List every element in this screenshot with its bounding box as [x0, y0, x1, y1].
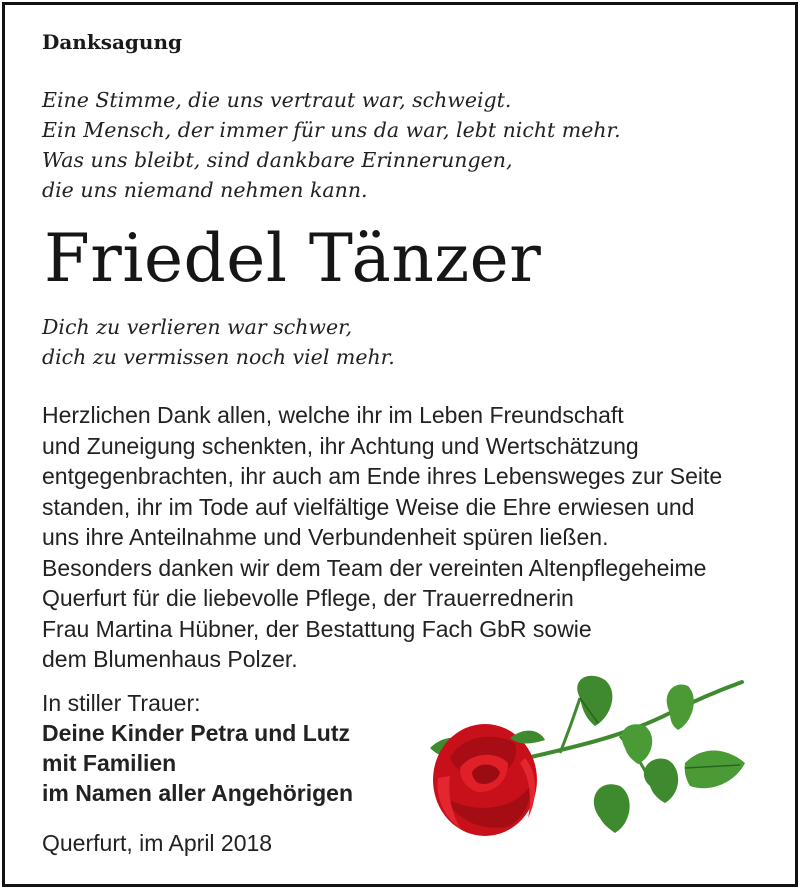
- poem-line: Was uns bleibt, sind dankbare Erinnerungen,: [42, 148, 513, 172]
- thanks-text: [42, 400, 722, 675]
- text-line: Besonders danken wir dem Team der vereinten Altenpflegeheime: [42, 554, 707, 581]
- text-line: standen, ihr im Tode auf vielfältige Weise die Ehre erwiesen und: [42, 493, 695, 520]
- notice-heading: Danksagung: [42, 30, 182, 54]
- place-date: Querfurt, im April 2018: [42, 830, 273, 856]
- mourners-line: im Namen aller Angehörigen: [42, 780, 353, 806]
- text-line: entgegenbrachten, ihr auch am Ende ihres Lebensweges zur Seite: [42, 463, 723, 489]
- text-line: Frau Martina Hübner, der Bestattung Fach GbR sowie: [42, 615, 592, 642]
- rose-icon: [420, 668, 760, 848]
- text-line: Querfurt für die liebevolle Pflege, der Trauerrednerin: [42, 585, 574, 611]
- mourners-block: [42, 688, 353, 808]
- poem-line: die uns niemand nehmen kann.: [42, 178, 368, 202]
- text-line: dem Blumenhaus Polzer.: [42, 646, 298, 672]
- poem-intro: [42, 85, 621, 205]
- poem-line: Dich zu verlieren war schwer,: [42, 315, 353, 339]
- poem-line: dich zu vermissen noch viel mehr.: [42, 345, 395, 369]
- mourners-line: mit Familien: [42, 750, 177, 776]
- text-line: Herzlichen Dank allen, welche ihr im Leben Freundschaft: [42, 402, 624, 428]
- mourners-intro: In stiller Trauer:: [42, 690, 201, 716]
- text-line: uns ihre Anteilnahme und Verbundenheit spüren ließen.: [42, 524, 609, 550]
- deceased-name: Friedel Tänzer: [44, 220, 542, 297]
- text-line: und Zuneigung schenkten, ihr Achtung und Wertschätzung: [42, 432, 639, 459]
- poem-outro: [42, 312, 395, 372]
- poem-line: Eine Stimme, die uns vertraut war, schweigt.: [42, 88, 512, 112]
- poem-line: Ein Mensch, der immer für uns da war, lebt nicht mehr.: [42, 118, 621, 142]
- mourners-line: Deine Kinder Petra und Lutz: [42, 720, 350, 746]
